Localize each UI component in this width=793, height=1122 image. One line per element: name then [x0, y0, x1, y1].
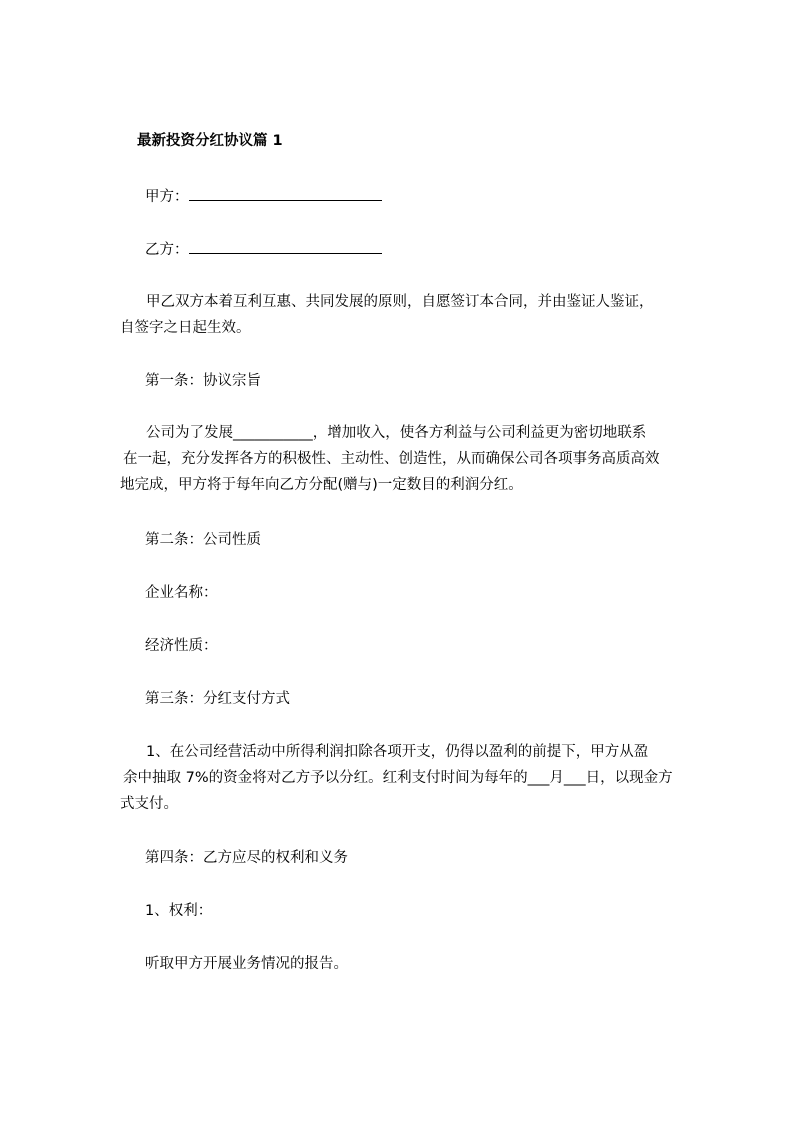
- enterprise-name-label: 企业名称：: [145, 585, 218, 601]
- article1-heading: 第一条：协议宗旨: [145, 373, 261, 389]
- article3-line: 1、在公司经营活动中所得利润扣除各项开支，仍得以盈利的前提下，甲方从盈: [146, 744, 649, 760]
- party-a-label: 甲方：: [145, 189, 189, 205]
- article1-line: 地完成，甲方将于每年向乙方分配(赠与)一定数目的利润分红。: [120, 477, 523, 493]
- article1-paragraph: [120, 423, 700, 495]
- rights-item: 听取甲方开展业务情况的报告。: [145, 956, 348, 972]
- party-b-blank: [189, 239, 382, 254]
- party-a-blank: [189, 186, 382, 201]
- article3-heading: 第三条：分红支付方式: [145, 691, 290, 707]
- economic-nature-label: 经济性质：: [145, 638, 218, 654]
- preamble-paragraph: [120, 292, 700, 338]
- document-title: 最新投资分红协议篇 1: [137, 133, 283, 149]
- party-a-line: [145, 186, 725, 207]
- article3-line: 式支付。: [120, 796, 178, 812]
- article1-line: 公司为了发展___________，增加收入，使各方利益与公司利益更为密切地联系: [146, 425, 647, 441]
- article1-line: 在一起，充分发挥各方的积极性、主动性、创造性，从而确保公司各项事务高质高效: [123, 451, 660, 467]
- party-b-label: 乙方：: [145, 242, 189, 258]
- rights-label: 1、权利：: [145, 903, 213, 919]
- article3-line: 余中抽取 7%的资金将对乙方予以分红。红利支付时间为每年的___月___日，以现金方: [123, 770, 673, 786]
- preamble-line: 自签字之日起生效。: [120, 320, 251, 336]
- party-b-line: [145, 239, 725, 260]
- article4-heading: 第四条：乙方应尽的权利和义务: [145, 850, 348, 866]
- preamble-line: 甲乙双方本着互利互惠、共同发展的原则，自愿签订本合同，并由鉴证人鉴证，: [146, 294, 654, 310]
- article3-paragraph: [120, 742, 700, 814]
- article2-heading: 第二条：公司性质: [145, 532, 261, 548]
